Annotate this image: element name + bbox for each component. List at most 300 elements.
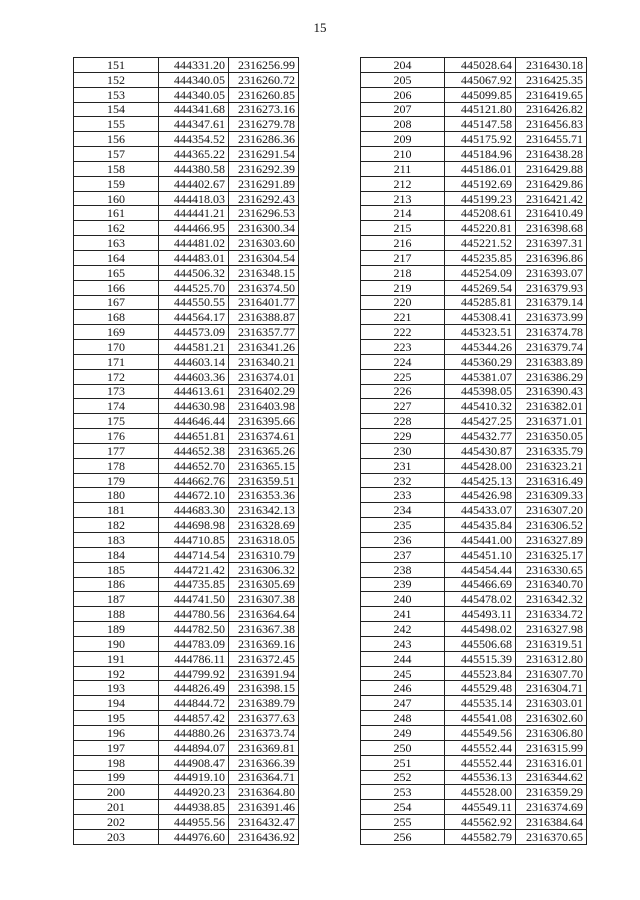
- x-coordinate-cell: 444402.67: [159, 176, 229, 191]
- table-row: [74, 414, 299, 429]
- point-number-cell: 160: [74, 191, 159, 206]
- table-row: [361, 562, 587, 577]
- table-row: [74, 592, 299, 607]
- table-row: [74, 711, 299, 726]
- x-coordinate-cell: 444441.21: [159, 206, 229, 221]
- table-row: [74, 666, 299, 681]
- x-coordinate-cell: 444735.85: [159, 577, 229, 592]
- x-coordinate-cell: 444857.42: [159, 711, 229, 726]
- x-coordinate-cell: 445186.01: [445, 161, 516, 176]
- table-row: [361, 547, 587, 562]
- y-coordinate-cell: 2316391.46: [229, 800, 299, 815]
- x-coordinate-cell: 445323.51: [445, 325, 516, 340]
- table-row: [361, 132, 587, 147]
- y-coordinate-cell: 2316374.50: [229, 280, 299, 295]
- y-coordinate-cell: 2316377.63: [229, 711, 299, 726]
- x-coordinate-cell: 445147.58: [445, 117, 516, 132]
- point-number-cell: 165: [74, 265, 159, 280]
- x-coordinate-cell: 444613.61: [159, 384, 229, 399]
- table-row: [361, 666, 587, 681]
- y-coordinate-cell: 2316366.39: [229, 755, 299, 770]
- x-coordinate-cell: 444564.17: [159, 310, 229, 325]
- y-coordinate-cell: 2316402.29: [229, 384, 299, 399]
- x-coordinate-cell: 444380.58: [159, 161, 229, 176]
- x-coordinate-cell: 444844.72: [159, 696, 229, 711]
- y-coordinate-cell: 2316344.62: [516, 770, 587, 785]
- table-row: [74, 325, 299, 340]
- table-row: [74, 280, 299, 295]
- x-coordinate-cell: 445028.64: [445, 58, 516, 73]
- table-row: [74, 310, 299, 325]
- point-number-cell: 238: [361, 562, 445, 577]
- x-coordinate-cell: 444786.11: [159, 651, 229, 666]
- x-coordinate-cell: 444938.85: [159, 800, 229, 815]
- point-number-cell: 190: [74, 636, 159, 651]
- table-row: [361, 176, 587, 191]
- x-coordinate-cell: 444920.23: [159, 785, 229, 800]
- table-row: [74, 399, 299, 414]
- table-row: [361, 221, 587, 236]
- y-coordinate-cell: 2316286.36: [229, 132, 299, 147]
- x-coordinate-cell: 444506.32: [159, 265, 229, 280]
- y-coordinate-cell: 2316374.61: [229, 429, 299, 444]
- table-row: [74, 473, 299, 488]
- y-coordinate-cell: 2316307.20: [516, 503, 587, 518]
- point-number-cell: 204: [361, 58, 445, 73]
- table-row: [74, 725, 299, 740]
- y-coordinate-cell: 2316365.15: [229, 458, 299, 473]
- y-coordinate-cell: 2316374.78: [516, 325, 587, 340]
- x-coordinate-cell: 445121.80: [445, 102, 516, 117]
- table-row: [74, 429, 299, 444]
- point-number-cell: 220: [361, 295, 445, 310]
- table-row: [361, 340, 587, 355]
- table-row: [74, 250, 299, 265]
- y-coordinate-cell: 2316306.80: [516, 725, 587, 740]
- point-number-cell: 248: [361, 711, 445, 726]
- point-number-cell: 168: [74, 310, 159, 325]
- point-number-cell: 231: [361, 458, 445, 473]
- y-coordinate-cell: 2316291.54: [229, 147, 299, 162]
- table-row: [361, 785, 587, 800]
- x-coordinate-cell: 444880.26: [159, 725, 229, 740]
- point-number-cell: 173: [74, 384, 159, 399]
- table-row: [361, 399, 587, 414]
- point-number-cell: 184: [74, 547, 159, 562]
- y-coordinate-cell: 2316341.26: [229, 340, 299, 355]
- x-coordinate-cell: 444783.09: [159, 636, 229, 651]
- y-coordinate-cell: 2316390.43: [516, 384, 587, 399]
- table-row: [361, 161, 587, 176]
- point-number-cell: 214: [361, 206, 445, 221]
- x-coordinate-cell: 444646.44: [159, 414, 229, 429]
- point-number-cell: 202: [74, 815, 159, 830]
- y-coordinate-cell: 2316429.88: [516, 161, 587, 176]
- coordinates-table-right: [360, 57, 587, 845]
- x-coordinate-cell: 444919.10: [159, 770, 229, 785]
- x-coordinate-cell: 445549.11: [445, 800, 516, 815]
- x-coordinate-cell: 444741.50: [159, 592, 229, 607]
- x-coordinate-cell: 445493.11: [445, 607, 516, 622]
- y-coordinate-cell: 2316374.69: [516, 800, 587, 815]
- x-coordinate-cell: 445528.00: [445, 785, 516, 800]
- point-number-cell: 172: [74, 369, 159, 384]
- point-number-cell: 171: [74, 354, 159, 369]
- point-number-cell: 169: [74, 325, 159, 340]
- y-coordinate-cell: 2316340.70: [516, 577, 587, 592]
- point-number-cell: 191: [74, 651, 159, 666]
- y-coordinate-cell: 2316291.89: [229, 176, 299, 191]
- y-coordinate-cell: 2316373.74: [229, 725, 299, 740]
- x-coordinate-cell: 445192.69: [445, 176, 516, 191]
- y-coordinate-cell: 2316373.99: [516, 310, 587, 325]
- y-coordinate-cell: 2316455.71: [516, 132, 587, 147]
- y-coordinate-cell: 2316307.70: [516, 666, 587, 681]
- table-row: [361, 696, 587, 711]
- y-coordinate-cell: 2316273.16: [229, 102, 299, 117]
- y-coordinate-cell: 2316421.42: [516, 191, 587, 206]
- x-coordinate-cell: 445427.25: [445, 414, 516, 429]
- point-number-cell: 188: [74, 607, 159, 622]
- x-coordinate-cell: 445535.14: [445, 696, 516, 711]
- point-number-cell: 250: [361, 740, 445, 755]
- table-row: [361, 310, 587, 325]
- x-coordinate-cell: 445441.00: [445, 533, 516, 548]
- y-coordinate-cell: 2316330.65: [516, 562, 587, 577]
- x-coordinate-cell: 445175.92: [445, 132, 516, 147]
- point-number-cell: 252: [361, 770, 445, 785]
- y-coordinate-cell: 2316357.77: [229, 325, 299, 340]
- table-row: [74, 755, 299, 770]
- point-number-cell: 161: [74, 206, 159, 221]
- table-row: [361, 770, 587, 785]
- point-number-cell: 154: [74, 102, 159, 117]
- table-row: [74, 221, 299, 236]
- point-number-cell: 200: [74, 785, 159, 800]
- table-row: [74, 161, 299, 176]
- table-row: [74, 132, 299, 147]
- x-coordinate-cell: 445529.48: [445, 681, 516, 696]
- x-coordinate-cell: 445430.87: [445, 443, 516, 458]
- y-coordinate-cell: 2316256.99: [229, 58, 299, 73]
- x-coordinate-cell: 445435.84: [445, 518, 516, 533]
- point-number-cell: 153: [74, 87, 159, 102]
- y-coordinate-cell: 2316302.60: [516, 711, 587, 726]
- x-coordinate-cell: 444955.56: [159, 815, 229, 830]
- table-row: [74, 533, 299, 548]
- table-row: [74, 503, 299, 518]
- table-row: [74, 191, 299, 206]
- x-coordinate-cell: 445067.92: [445, 72, 516, 87]
- y-coordinate-cell: 2316359.29: [516, 785, 587, 800]
- point-number-cell: 156: [74, 132, 159, 147]
- x-coordinate-cell: 445454.44: [445, 562, 516, 577]
- table-row: [74, 651, 299, 666]
- point-number-cell: 206: [361, 87, 445, 102]
- point-number-cell: 211: [361, 161, 445, 176]
- y-coordinate-cell: 2316303.60: [229, 236, 299, 251]
- y-coordinate-cell: 2316305.69: [229, 577, 299, 592]
- table-row: [361, 414, 587, 429]
- y-coordinate-cell: 2316348.15: [229, 265, 299, 280]
- table-row: [361, 518, 587, 533]
- point-number-cell: 253: [361, 785, 445, 800]
- table-row: [74, 577, 299, 592]
- table-row: [361, 651, 587, 666]
- y-coordinate-cell: 2316429.86: [516, 176, 587, 191]
- y-coordinate-cell: 2316398.68: [516, 221, 587, 236]
- y-coordinate-cell: 2316364.64: [229, 607, 299, 622]
- point-number-cell: 197: [74, 740, 159, 755]
- x-coordinate-cell: 444581.21: [159, 340, 229, 355]
- x-coordinate-cell: 444652.70: [159, 458, 229, 473]
- y-coordinate-cell: 2316379.93: [516, 280, 587, 295]
- point-number-cell: 151: [74, 58, 159, 73]
- table-row: [361, 72, 587, 87]
- x-coordinate-cell: 445498.02: [445, 622, 516, 637]
- y-coordinate-cell: 2316383.89: [516, 354, 587, 369]
- table-row: [361, 429, 587, 444]
- point-number-cell: 215: [361, 221, 445, 236]
- x-coordinate-cell: 444418.03: [159, 191, 229, 206]
- x-coordinate-cell: 444603.14: [159, 354, 229, 369]
- table-row: [74, 102, 299, 117]
- x-coordinate-cell: 445269.54: [445, 280, 516, 295]
- x-coordinate-cell: 445536.13: [445, 770, 516, 785]
- table-row: [361, 206, 587, 221]
- point-number-cell: 216: [361, 236, 445, 251]
- y-coordinate-cell: 2316310.79: [229, 547, 299, 562]
- x-coordinate-cell: 445426.98: [445, 488, 516, 503]
- point-number-cell: 180: [74, 488, 159, 503]
- point-number-cell: 155: [74, 117, 159, 132]
- point-number-cell: 241: [361, 607, 445, 622]
- y-coordinate-cell: 2316426.82: [516, 102, 587, 117]
- table-row: [74, 622, 299, 637]
- x-coordinate-cell: 444672.10: [159, 488, 229, 503]
- table-row: [361, 488, 587, 503]
- x-coordinate-cell: 445099.85: [445, 87, 516, 102]
- x-coordinate-cell: 445451.10: [445, 547, 516, 562]
- table-row: [74, 607, 299, 622]
- table-row: [74, 547, 299, 562]
- x-coordinate-cell: 444347.61: [159, 117, 229, 132]
- x-coordinate-cell: 444710.85: [159, 533, 229, 548]
- x-coordinate-cell: 444652.38: [159, 443, 229, 458]
- x-coordinate-cell: 444603.36: [159, 369, 229, 384]
- y-coordinate-cell: 2316396.86: [516, 250, 587, 265]
- y-coordinate-cell: 2316364.80: [229, 785, 299, 800]
- x-coordinate-cell: 444908.47: [159, 755, 229, 770]
- point-number-cell: 167: [74, 295, 159, 310]
- point-number-cell: 162: [74, 221, 159, 236]
- table-row: [361, 725, 587, 740]
- y-coordinate-cell: 2316312.80: [516, 651, 587, 666]
- y-coordinate-cell: 2316425.35: [516, 72, 587, 87]
- y-coordinate-cell: 2316430.18: [516, 58, 587, 73]
- y-coordinate-cell: 2316260.85: [229, 87, 299, 102]
- x-coordinate-cell: 444341.68: [159, 102, 229, 117]
- y-coordinate-cell: 2316393.07: [516, 265, 587, 280]
- table-row: [361, 250, 587, 265]
- y-coordinate-cell: 2316386.29: [516, 369, 587, 384]
- point-number-cell: 222: [361, 325, 445, 340]
- y-coordinate-cell: 2316306.32: [229, 562, 299, 577]
- point-number-cell: 196: [74, 725, 159, 740]
- table-row: [74, 369, 299, 384]
- table-row: [361, 147, 587, 162]
- y-coordinate-cell: 2316372.45: [229, 651, 299, 666]
- y-coordinate-cell: 2316334.72: [516, 607, 587, 622]
- table-row: [74, 176, 299, 191]
- point-number-cell: 235: [361, 518, 445, 533]
- x-coordinate-cell: 444651.81: [159, 429, 229, 444]
- point-number-cell: 181: [74, 503, 159, 518]
- point-number-cell: 183: [74, 533, 159, 548]
- y-coordinate-cell: 2316292.39: [229, 161, 299, 176]
- y-coordinate-cell: 2316353.36: [229, 488, 299, 503]
- y-coordinate-cell: 2316388.87: [229, 310, 299, 325]
- point-number-cell: 186: [74, 577, 159, 592]
- point-number-cell: 170: [74, 340, 159, 355]
- y-coordinate-cell: 2316436.92: [229, 829, 299, 844]
- y-coordinate-cell: 2316364.71: [229, 770, 299, 785]
- table-row: [74, 696, 299, 711]
- y-coordinate-cell: 2316403.98: [229, 399, 299, 414]
- table-row: [361, 265, 587, 280]
- y-coordinate-cell: 2316328.69: [229, 518, 299, 533]
- x-coordinate-cell: 444698.98: [159, 518, 229, 533]
- point-number-cell: 243: [361, 636, 445, 651]
- page-number: 15: [313, 20, 327, 35]
- point-number-cell: 213: [361, 191, 445, 206]
- table-row: [361, 607, 587, 622]
- point-number-cell: 244: [361, 651, 445, 666]
- table-row: [361, 295, 587, 310]
- point-number-cell: 247: [361, 696, 445, 711]
- x-coordinate-cell: 445428.00: [445, 458, 516, 473]
- point-number-cell: 242: [361, 622, 445, 637]
- x-coordinate-cell: 445582.79: [445, 829, 516, 844]
- y-coordinate-cell: 2316389.79: [229, 696, 299, 711]
- y-coordinate-cell: 2316395.66: [229, 414, 299, 429]
- x-coordinate-cell: 445541.08: [445, 711, 516, 726]
- table-row: [74, 815, 299, 830]
- x-coordinate-cell: 444466.95: [159, 221, 229, 236]
- point-number-cell: 221: [361, 310, 445, 325]
- point-number-cell: 176: [74, 429, 159, 444]
- point-number-cell: 236: [361, 533, 445, 548]
- x-coordinate-cell: 445221.52: [445, 236, 516, 251]
- x-coordinate-cell: 444683.30: [159, 503, 229, 518]
- table-row: [74, 340, 299, 355]
- point-number-cell: 208: [361, 117, 445, 132]
- y-coordinate-cell: 2316371.01: [516, 414, 587, 429]
- table-row: [361, 503, 587, 518]
- x-coordinate-cell: 445478.02: [445, 592, 516, 607]
- y-coordinate-cell: 2316260.72: [229, 72, 299, 87]
- point-number-cell: 249: [361, 725, 445, 740]
- point-number-cell: 175: [74, 414, 159, 429]
- x-coordinate-cell: 445523.84: [445, 666, 516, 681]
- table-row: [361, 815, 587, 830]
- table-row: [361, 236, 587, 251]
- y-coordinate-cell: 2316382.01: [516, 399, 587, 414]
- x-coordinate-cell: 444714.54: [159, 547, 229, 562]
- point-number-cell: 164: [74, 250, 159, 265]
- y-coordinate-cell: 2316304.71: [516, 681, 587, 696]
- y-coordinate-cell: 2316309.33: [516, 488, 587, 503]
- table-row: [361, 384, 587, 399]
- y-coordinate-cell: 2316369.81: [229, 740, 299, 755]
- point-number-cell: 239: [361, 577, 445, 592]
- point-number-cell: 233: [361, 488, 445, 503]
- y-coordinate-cell: 2316300.34: [229, 221, 299, 236]
- y-coordinate-cell: 2316306.52: [516, 518, 587, 533]
- y-coordinate-cell: 2316350.05: [516, 429, 587, 444]
- table-row: [74, 87, 299, 102]
- table-row: [74, 458, 299, 473]
- point-number-cell: 159: [74, 176, 159, 191]
- point-number-cell: 254: [361, 800, 445, 815]
- y-coordinate-cell: 2316335.79: [516, 443, 587, 458]
- point-number-cell: 224: [361, 354, 445, 369]
- point-number-cell: 152: [74, 72, 159, 87]
- x-coordinate-cell: 445184.96: [445, 147, 516, 162]
- x-coordinate-cell: 445199.23: [445, 191, 516, 206]
- x-coordinate-cell: 445360.29: [445, 354, 516, 369]
- y-coordinate-cell: 2316456.83: [516, 117, 587, 132]
- y-coordinate-cell: 2316379.74: [516, 340, 587, 355]
- point-number-cell: 223: [361, 340, 445, 355]
- x-coordinate-cell: 445433.07: [445, 503, 516, 518]
- point-number-cell: 219: [361, 280, 445, 295]
- table-row: [74, 58, 299, 73]
- x-coordinate-cell: 445285.81: [445, 295, 516, 310]
- table-row: [74, 147, 299, 162]
- table-row: [361, 740, 587, 755]
- point-number-cell: 189: [74, 622, 159, 637]
- point-number-cell: 225: [361, 369, 445, 384]
- y-coordinate-cell: 2316398.15: [229, 681, 299, 696]
- point-number-cell: 201: [74, 800, 159, 815]
- x-coordinate-cell: 444365.22: [159, 147, 229, 162]
- y-coordinate-cell: 2316327.89: [516, 533, 587, 548]
- point-number-cell: 217: [361, 250, 445, 265]
- table-row: [74, 681, 299, 696]
- y-coordinate-cell: 2316342.32: [516, 592, 587, 607]
- table-row: [361, 191, 587, 206]
- table-row: [361, 458, 587, 473]
- table-row: [74, 206, 299, 221]
- table-row: [361, 280, 587, 295]
- point-number-cell: 256: [361, 829, 445, 844]
- table-row: [361, 117, 587, 132]
- y-coordinate-cell: 2316401.77: [229, 295, 299, 310]
- y-coordinate-cell: 2316384.64: [516, 815, 587, 830]
- y-coordinate-cell: 2316391.94: [229, 666, 299, 681]
- y-coordinate-cell: 2316303.01: [516, 696, 587, 711]
- table-row: [361, 829, 587, 844]
- point-number-cell: 179: [74, 473, 159, 488]
- x-coordinate-cell: 445308.41: [445, 310, 516, 325]
- point-number-cell: 166: [74, 280, 159, 295]
- x-coordinate-cell: 444662.76: [159, 473, 229, 488]
- y-coordinate-cell: 2316292.43: [229, 191, 299, 206]
- table-row: [361, 800, 587, 815]
- point-number-cell: 251: [361, 755, 445, 770]
- table-row: [361, 102, 587, 117]
